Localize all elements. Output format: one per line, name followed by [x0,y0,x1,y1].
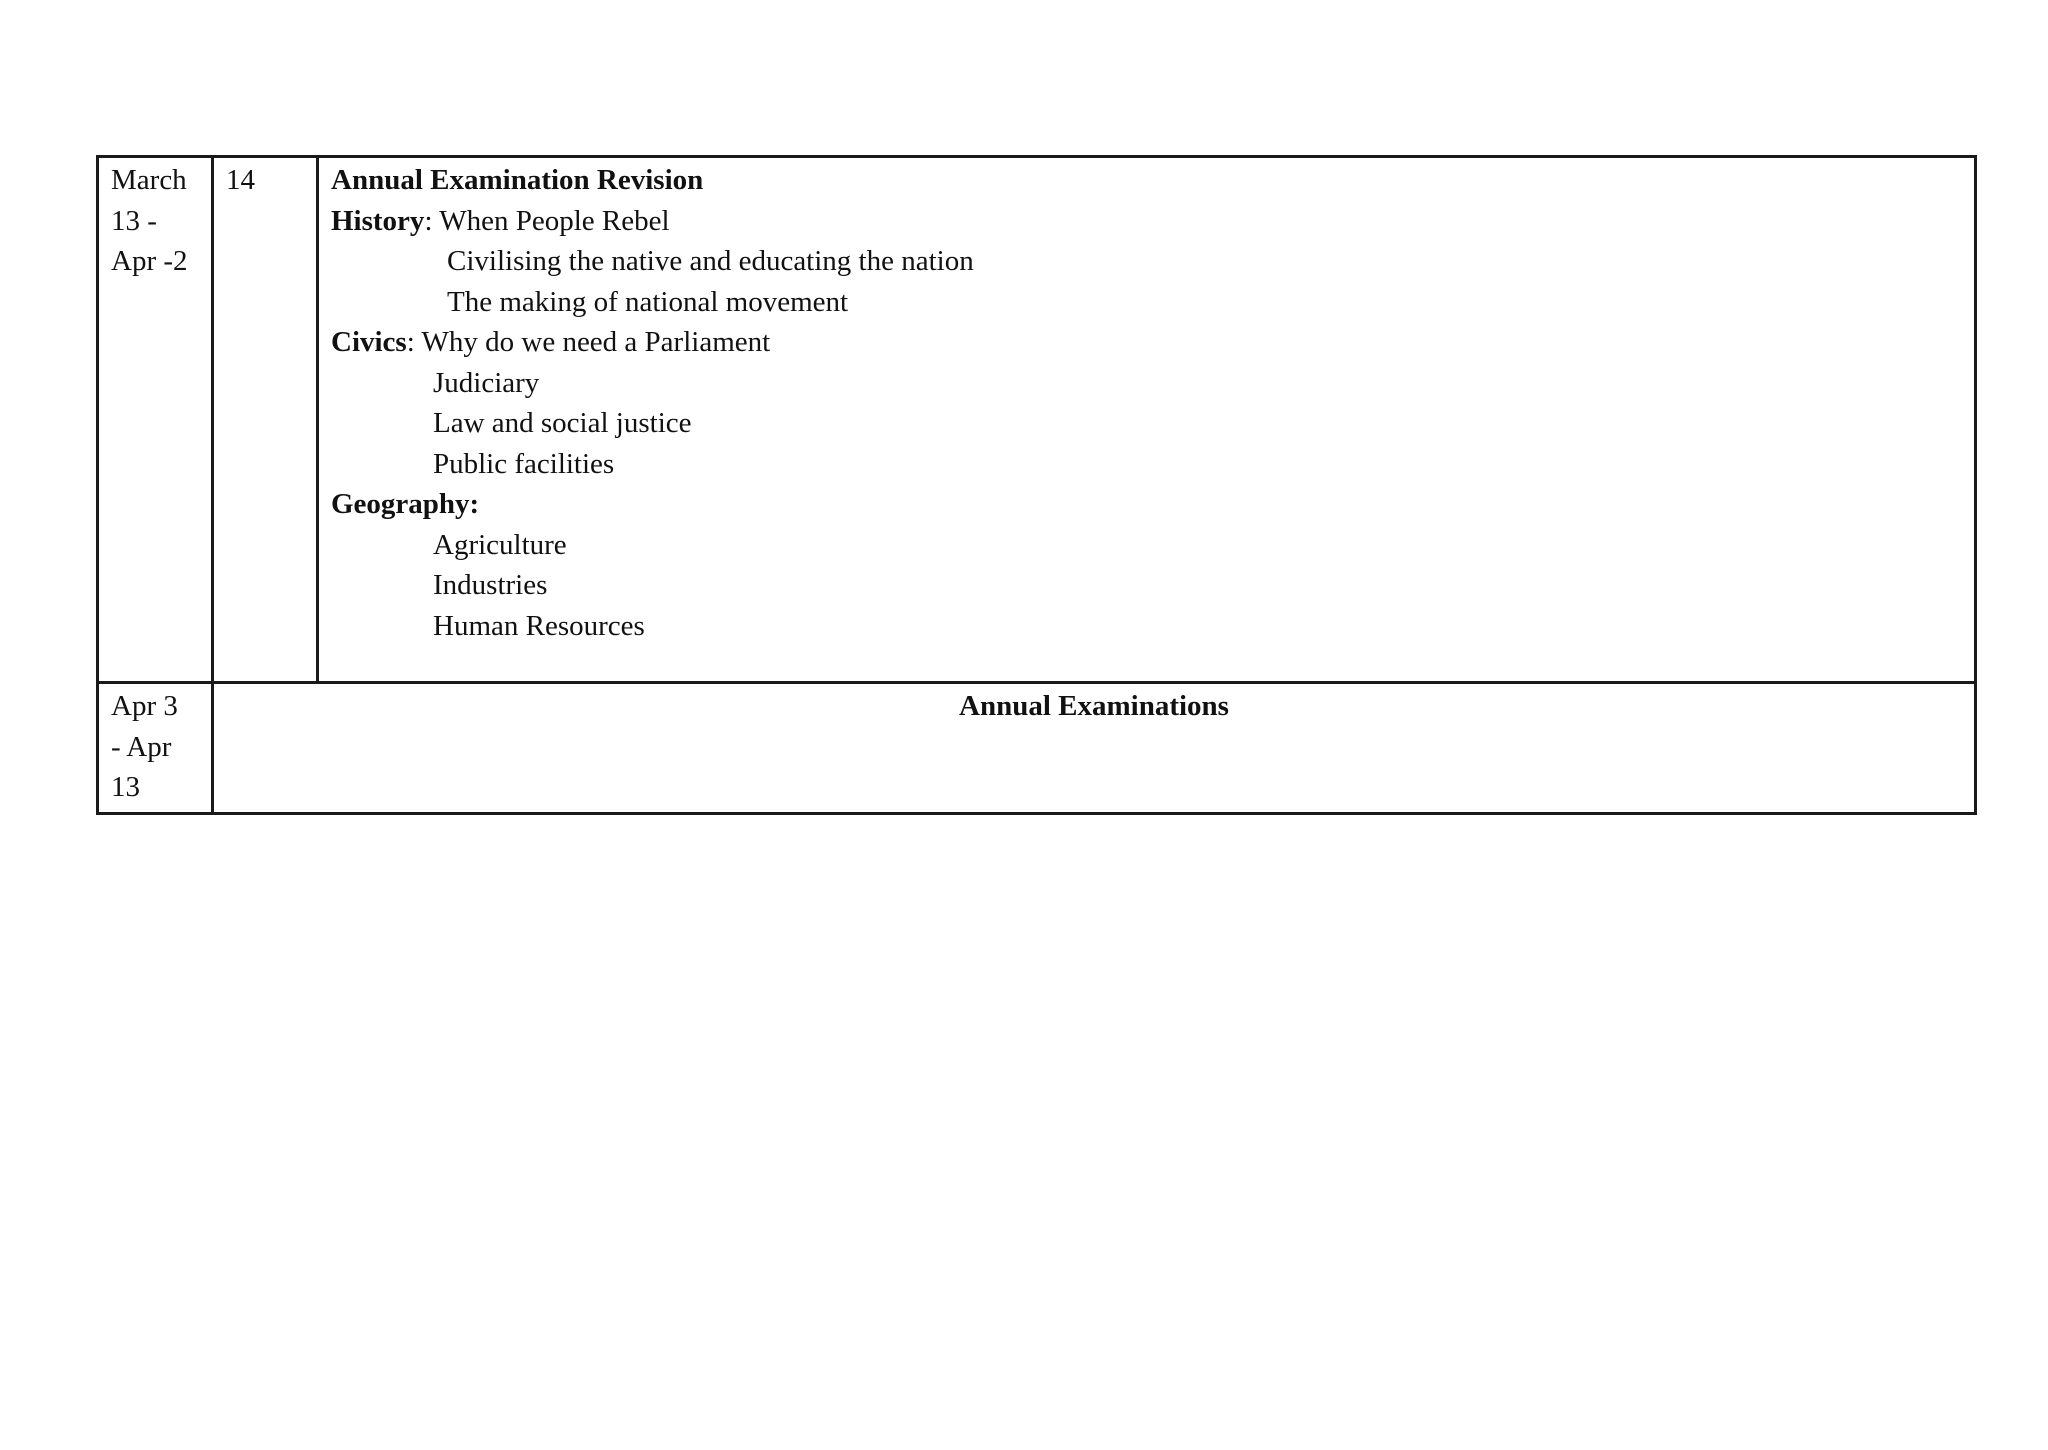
date-range: Apr 3 - Apr 13 [111,690,178,803]
table-row [98,683,1976,814]
civics-line [331,322,1962,363]
history-topic: The making of national movement [447,285,849,318]
geography-topic: Agriculture [433,528,567,561]
civics-label: Civics [331,326,407,358]
geography-topic: Human Resources [433,609,645,642]
schedule-table [96,155,1977,815]
geography-label: Geography: [331,488,480,520]
week-cell [213,157,318,683]
date-range: March 13 - Apr -2 [111,164,188,277]
civics-topic: Law and social justice [433,407,692,439]
date-cell [98,683,213,814]
exam-title: Annual Examinations [959,690,1229,722]
content-cell [318,157,1976,683]
civics-first-topic: : Why do we need a Parliament [406,326,771,358]
geography-topic: Industries [433,569,548,601]
week-number: 14 [226,164,255,196]
history-label: History [331,204,425,237]
history-line [331,201,1962,242]
exam-cell [213,683,1976,814]
section-title: Annual Examination Revision [331,164,704,196]
date-cell [98,157,213,683]
civics-topic: Judiciary [433,366,540,399]
civics-topic: Public facilities [433,447,615,480]
table-row [98,157,1976,683]
history-first-topic: : When People Rebel [424,204,670,237]
history-topic: Civilising the native and educating the nation [447,245,974,277]
